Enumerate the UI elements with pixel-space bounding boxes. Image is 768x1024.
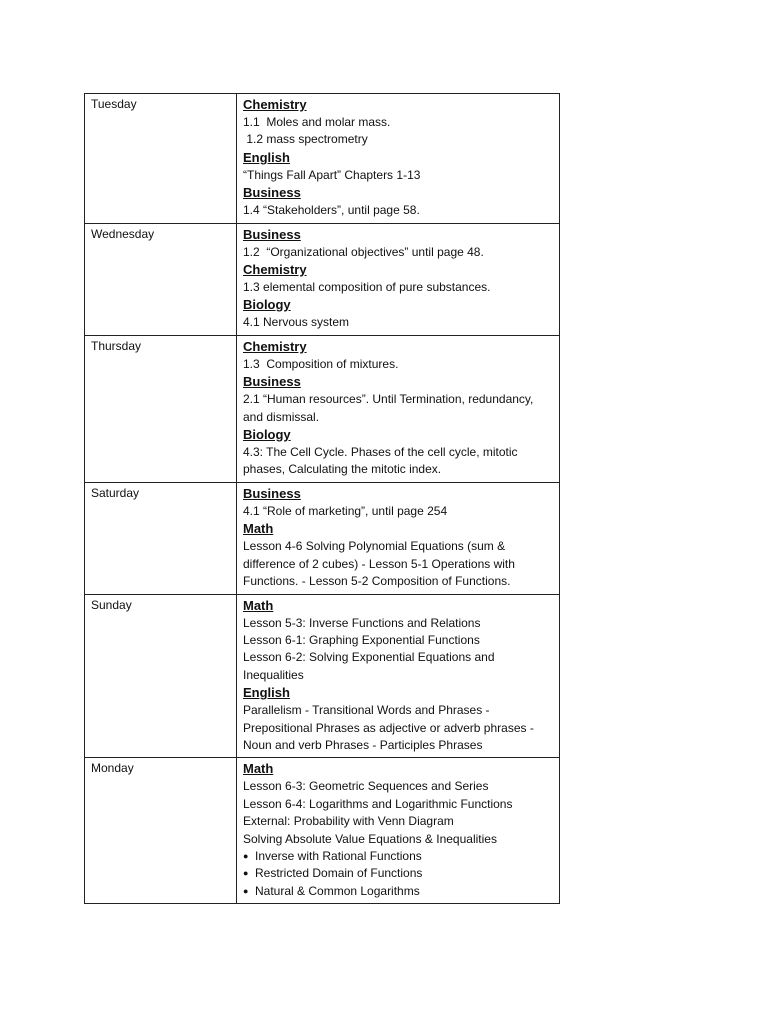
day-cell [85, 482, 237, 594]
assignment-line: 4.1 Nervous system [243, 315, 350, 330]
assignment-line: Lesson 6-3: Geometric Sequences and Series [243, 779, 489, 794]
day-cell [85, 594, 237, 758]
assignment-line: Lesson 6-2: Solving Exponential Equations and Inequalities [243, 650, 498, 682]
subject-heading: Business [243, 226, 301, 242]
assignments-cell [237, 223, 560, 335]
subject-heading: Chemistry [243, 262, 307, 278]
assignment-line: 1.2 mass spectrometry [243, 132, 368, 147]
bullet-item-text: Inverse with Rational Functions [255, 848, 422, 863]
assignment-line: “Things Fall Apart” Chapters 1-13 [243, 167, 421, 182]
assignment-line: 1.3 Composition of mixtures. [243, 356, 399, 371]
bullet-item-text: Restricted Domain of Functions [255, 866, 423, 881]
day-label: Wednesday [91, 226, 155, 241]
day-label: Monday [91, 761, 134, 776]
assignment-line: 2.1 “Human resources”. Until Termination, redundancy, and dismissal. [243, 392, 537, 424]
assignment-line: Solving Absolute Value Equations & Inequalities [243, 831, 497, 846]
study-schedule-table [84, 93, 560, 904]
day-label: Thursday [91, 338, 142, 353]
assignment-line: Lesson 4-6 Solving Polynomial Equations (sum & difference of 2 cubes) - Lesson 5-1 Operations with Functions. - Lesson 5-2 Composition of Functions. [243, 539, 519, 589]
day-label: Sunday [91, 597, 132, 612]
assignments-cell [237, 482, 560, 594]
assignment-line: Parallelism - Transitional Words and Phrases - Prepositional Phrases as adjective or adverb phrases - Noun and verb Phrases - Participles Phrases [243, 703, 538, 752]
schedule-row-wednesday [85, 223, 560, 335]
assignments-cell [237, 594, 560, 758]
assignments-cell [237, 94, 560, 224]
day-cell [85, 758, 237, 904]
assignments-cell [237, 335, 560, 482]
bullet-item [243, 883, 553, 900]
schedule-body [85, 94, 560, 904]
assignment-line: Lesson 6-4: Logarithms and Logarithmic Functions [243, 796, 513, 811]
assignment-line: Lesson 5-3: Inverse Functions and Relations [243, 615, 481, 630]
subject-heading: Chemistry [243, 97, 307, 112]
day-cell [85, 335, 237, 482]
schedule-row-monday [85, 758, 560, 904]
schedule-row-tuesday [85, 94, 560, 224]
bullet-item [243, 848, 553, 865]
subject-heading: Business [243, 374, 301, 390]
subject-heading: English [243, 149, 290, 165]
day-cell [85, 94, 237, 224]
assignment-line: 4.1 “Role of marketing”, until page 254 [243, 503, 448, 518]
subject-heading: Business [243, 485, 301, 501]
schedule-row-saturday [85, 482, 560, 594]
assignment-line: External: Probability with Venn Diagram [243, 814, 454, 829]
assignment-line: 4.3: The Cell Cycle. Phases of the cell cycle, mitotic phases, Calculating the mitotic index. [243, 445, 521, 477]
assignment-line: 1.1 Moles and molar mass. [243, 115, 391, 129]
subject-heading: Math [243, 761, 274, 777]
assignments-cell [237, 758, 560, 904]
day-cell [85, 223, 237, 335]
subject-heading: Biology [243, 427, 291, 443]
subject-heading: Chemistry [243, 338, 307, 354]
assignment-line: 1.4 “Stakeholders”, until page 58. [243, 203, 420, 218]
assignment-line: 1.2 “Organizational objectives” until page 48. [243, 244, 484, 259]
assignment-line: 1.3 elemental composition of pure substances. [243, 280, 491, 295]
subject-heading: Math [243, 521, 274, 537]
assignment-line: Lesson 6-1: Graphing Exponential Functions [243, 632, 480, 647]
subject-heading: Math [243, 597, 274, 613]
schedule-row-thursday [85, 335, 560, 482]
schedule-row-sunday [85, 594, 560, 758]
day-label: Tuesday [91, 97, 137, 111]
bullet-item [243, 865, 553, 882]
subject-heading: Business [243, 185, 301, 201]
subject-heading: Biology [243, 297, 291, 313]
day-label: Saturday [91, 485, 140, 500]
bullet-item-text: Natural & Common Logarithms [255, 883, 420, 898]
subject-heading: English [243, 685, 290, 701]
